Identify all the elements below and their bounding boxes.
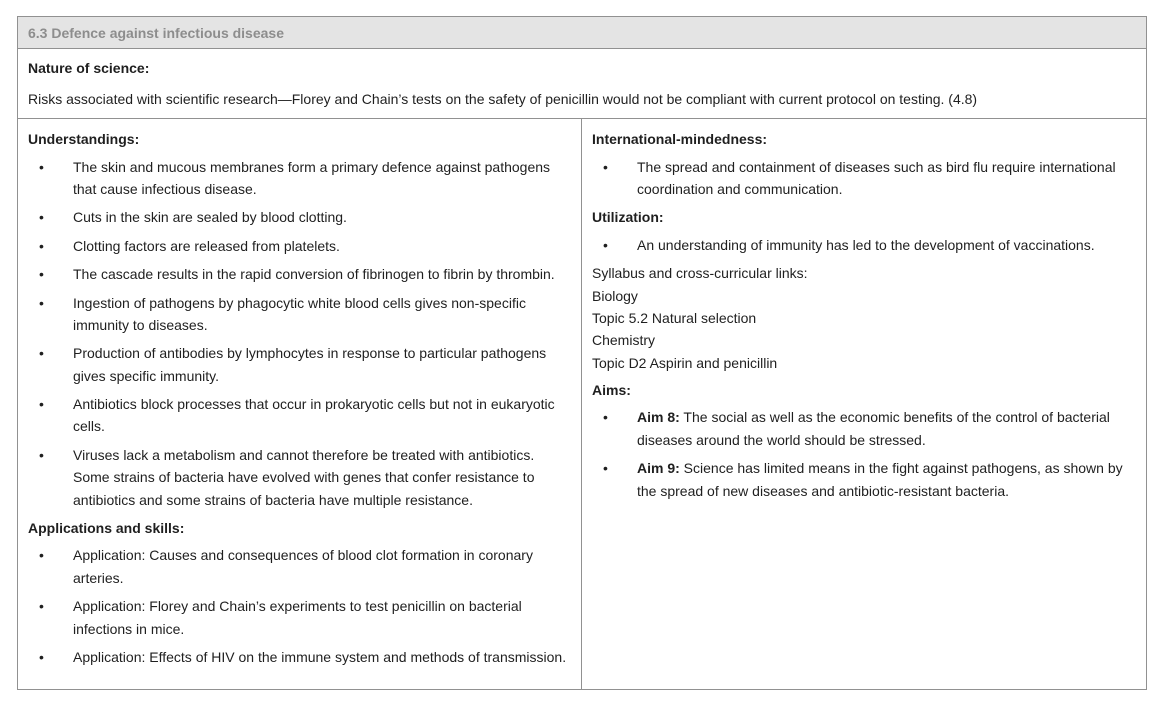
understandings-list xyxy=(28,156,571,511)
list-item-text: Application: Causes and consequences of blood clot formation in coronary arteries. xyxy=(73,547,533,586)
utilization-list xyxy=(592,234,1136,256)
list-item xyxy=(592,406,1136,451)
nature-of-science-section xyxy=(18,49,1146,119)
bullet-icon: • xyxy=(39,345,44,362)
list-item-text: Ingestion of pathogens by phagocytic white blood cells gives non-specific immunity to diseases. xyxy=(73,294,526,333)
aims-list xyxy=(592,406,1136,502)
bullet-icon: • xyxy=(39,266,44,283)
list-item xyxy=(592,457,1136,502)
list-item xyxy=(28,156,571,201)
list-item xyxy=(28,393,571,438)
list-item xyxy=(28,292,571,337)
international-mindedness-heading: International-mindedness: xyxy=(592,131,768,148)
content-columns xyxy=(18,119,1146,689)
syllabus-links-line: Syllabus and cross-curricular links: xyxy=(592,265,808,282)
aim-label: Aim 9: xyxy=(637,460,680,477)
list-item-text: Antibiotics block processes that occur in prokaryotic cells but not in eukaryotic cells. xyxy=(73,396,555,435)
left-column xyxy=(18,119,582,689)
bullet-icon: • xyxy=(603,460,608,477)
syllabus-links-line: Topic D2 Aspirin and penicillin xyxy=(592,354,778,371)
list-item xyxy=(592,156,1136,201)
list-item xyxy=(28,263,571,285)
bullet-icon: • xyxy=(603,236,608,253)
list-item-text: The spread and containment of diseases such as bird flu require international coordination and communication. xyxy=(637,158,1116,197)
list-item-text: An understanding of immunity has led to the development of vaccinations. xyxy=(637,236,1095,253)
list-item-text: The cascade results in the rapid conversion of fibrinogen to fibrin by thrombin. xyxy=(73,266,555,283)
list-item-text: Cuts in the skin are sealed by blood clotting. xyxy=(73,209,347,226)
nature-of-science-text: Risks associated with scientific research—Florey and Chain’s tests on the safety of penicillin would not be compliant with current protocol on testing. (4.8) xyxy=(28,90,978,107)
bullet-icon: • xyxy=(39,547,44,564)
topic-title-bar: 6.3 Defence against infectious disease xyxy=(18,17,1146,49)
list-item xyxy=(28,206,571,228)
syllabus-links-line: Topic 5.2 Natural selection xyxy=(592,309,757,326)
list-item-text: The social as well as the economic benefits of the control of bacterial diseases around the world should be stressed. xyxy=(637,409,1110,448)
bullet-icon: • xyxy=(39,294,44,311)
list-item-text: The skin and mucous membranes form a primary defence against pathogens that cause infectious disease. xyxy=(73,158,551,197)
international-mindedness-list xyxy=(592,156,1136,201)
bullet-icon: • xyxy=(603,158,608,175)
list-item xyxy=(28,342,571,387)
understandings-heading: Understandings: xyxy=(28,131,140,148)
list-item-text: Production of antibodies by lymphocytes in response to particular pathogens gives specific immunity. xyxy=(73,345,547,384)
list-item xyxy=(592,234,1136,256)
bullet-icon: • xyxy=(39,237,44,254)
list-item-text: Science has limited means in the fight against pathogens, as shown by the spread of new diseases and antibiotic-resistant bacteria. xyxy=(637,460,1123,499)
bullet-icon: • xyxy=(39,598,44,615)
list-item-text: Clotting factors are released from platelets. xyxy=(73,237,340,254)
applications-list xyxy=(28,544,571,668)
list-item xyxy=(28,646,571,668)
bullet-icon: • xyxy=(39,209,44,226)
bullet-icon: • xyxy=(39,396,44,413)
topic-table xyxy=(17,16,1147,690)
utilization-heading: Utilization: xyxy=(592,209,664,226)
bullet-icon: • xyxy=(39,648,44,665)
aims-heading: Aims: xyxy=(592,382,631,399)
syllabus-links-line: Chemistry xyxy=(592,332,656,349)
nature-of-science-heading: Nature of science: xyxy=(28,60,150,77)
bullet-icon: • xyxy=(603,409,608,426)
bullet-icon: • xyxy=(39,446,44,463)
list-item-text: Viruses lack a metabolism and cannot therefore be treated with antibiotics. Some strains of bacteria have evolved with genes that confer resistance to antibiotics and some strains of bacteria have multiple resistance. xyxy=(73,446,535,508)
bullet-icon: • xyxy=(39,158,44,175)
list-item-text: Application: Florey and Chain’s experiments to test penicillin on bacterial infections in mice. xyxy=(73,598,522,637)
applications-heading: Applications and skills: xyxy=(28,520,185,537)
syllabus-links-line: Biology xyxy=(592,287,638,304)
list-item xyxy=(28,544,571,589)
right-column xyxy=(582,119,1146,689)
list-item xyxy=(28,235,571,257)
list-item xyxy=(28,444,571,511)
list-item xyxy=(28,595,571,640)
aim-label: Aim 8: xyxy=(637,409,680,426)
list-item-text: Application: Effects of HIV on the immune system and methods of transmission. xyxy=(73,648,567,665)
